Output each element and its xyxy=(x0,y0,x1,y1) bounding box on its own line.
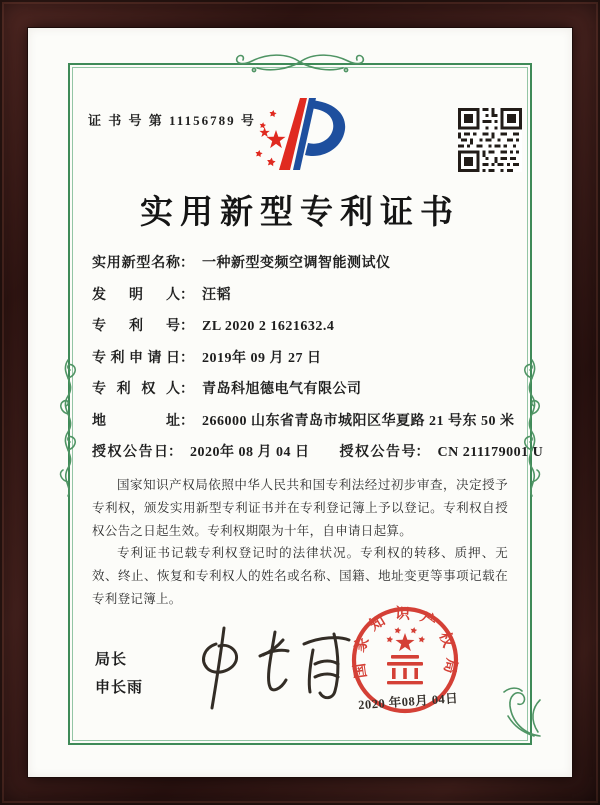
field-colon: ： xyxy=(168,445,182,460)
field-colon: ： xyxy=(415,445,430,460)
certificate-paper xyxy=(28,28,572,777)
officer-name: 申长雨 xyxy=(95,680,144,696)
field-label: 地址 xyxy=(92,413,180,429)
legal-paragraph: 国家知识产权局依照中华人民共和国专利法经过初步审查，决定授予专利权，颁发实用新型专利证书并在专利登记簿上予以登记。专利权自授权公告之日起生效。专利权期限为十年，自申请日起算。 xyxy=(92,478,508,538)
legal-text xyxy=(92,474,508,611)
field-label: 专利申请日 xyxy=(92,350,180,366)
field-colon: ： xyxy=(180,350,194,366)
field-colon: ： xyxy=(180,256,194,271)
field-colon: ： xyxy=(180,319,194,334)
field-colon: ： xyxy=(180,413,194,429)
field-value: 青岛科旭德电气有限公司 xyxy=(202,382,362,397)
cnipa-logo-icon xyxy=(250,94,350,178)
certificate-title: 实用新型专利证书 xyxy=(140,195,460,231)
field-label: 发明人 xyxy=(92,287,180,303)
field-value: 汪韬 xyxy=(202,287,231,303)
field-value: 2019年 09 月 27 日 xyxy=(202,350,322,366)
field-value: CN 211179001 U xyxy=(437,445,544,460)
certificate-fields xyxy=(92,254,544,475)
field-row-filing-date xyxy=(92,349,522,368)
qr-code-icon xyxy=(458,108,522,172)
field-value: 一种新型变频空调智能测试仪 xyxy=(202,256,391,271)
field-row-inventor xyxy=(92,286,522,305)
field-row-patentee xyxy=(92,380,522,399)
field-value: 2020年 08 月 04 日 xyxy=(190,445,310,460)
handwritten-signature-icon xyxy=(186,620,356,720)
field-row-address xyxy=(92,412,522,431)
field-label: 专利权人 xyxy=(92,382,180,397)
field-row-name xyxy=(92,254,522,273)
field-value: ZL 2020 2 1621632.4 xyxy=(202,319,335,334)
seal-date: 2020 年08月 04日 xyxy=(357,691,459,713)
grant-number-group xyxy=(340,443,544,462)
seal-ring-text: 国家知识产权局 xyxy=(350,606,460,684)
field-colon: ： xyxy=(180,382,194,397)
grant-date-group xyxy=(92,443,310,462)
field-label: 专利号 xyxy=(92,319,180,334)
field-label: 实用新型名称 xyxy=(92,256,180,271)
officer-block xyxy=(95,646,143,702)
field-colon: ： xyxy=(180,287,194,303)
national-emblem xyxy=(387,627,426,684)
field-label: 授权公告号 xyxy=(339,445,416,460)
legal-paragraph: 专利证书记载专利权登记时的法律状况。专利权的转移、质押、无效、终止、恢复和专利权人的姓名或名称、国籍、地址变更等事项记载在专利登记簿上。 xyxy=(92,546,508,606)
field-row-grant xyxy=(92,443,544,462)
field-row-patent-number xyxy=(92,317,522,336)
field-value: 266000 山东省青岛市城阳区华夏路 21 号东 50 米 xyxy=(202,413,515,429)
certificate-number: 证 书 号 第 11156789 号 xyxy=(88,113,256,128)
field-label: 授权公告日 xyxy=(92,445,168,460)
officer-title: 局长 xyxy=(95,652,128,668)
